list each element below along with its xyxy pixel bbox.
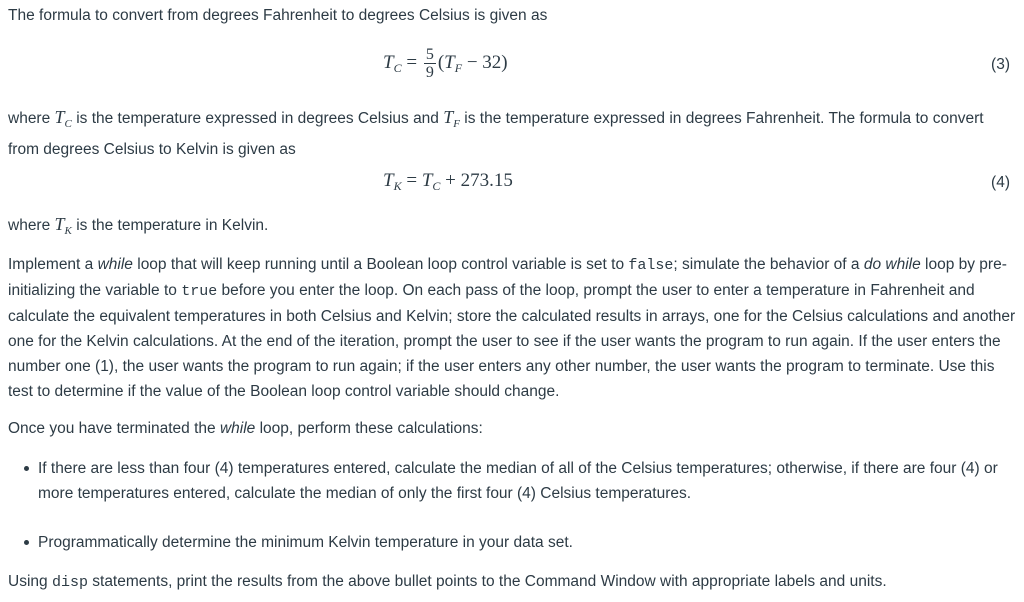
eq3-rhs-sub: F <box>454 60 463 75</box>
eq3-rhs-var: T <box>444 51 455 73</box>
implement-em-while: while <box>97 256 133 273</box>
code-disp: disp <box>51 574 88 591</box>
where2-text-1: where <box>8 217 55 234</box>
equation-4-formula <box>383 170 513 194</box>
where1-var-tf: $T_F$ <box>443 107 460 130</box>
where1-text-3: is the temperature expressed in degrees Fahrenheit. The formula to convert from degrees Celsius to Kelvin is given as <box>8 110 984 158</box>
eq4-rhs-var: T <box>421 170 433 191</box>
eq4-rhs-sub: C <box>432 179 441 193</box>
list-item-min-kelvin: Programmatically determine the minimum Kelvin temperature in your data set. <box>0 530 1010 555</box>
calculation-list-2 <box>0 530 1010 555</box>
eq3-equals: = <box>406 51 418 73</box>
eq4-lhs-var: T <box>383 170 394 191</box>
where-celsius-paragraph <box>8 105 998 162</box>
eq3-frac-den: 9 <box>425 64 434 81</box>
once-em-while: while <box>219 420 256 437</box>
code-false: false <box>628 257 674 274</box>
equation-4-number: (4) <box>991 174 1010 191</box>
where2-text-2: is the temperature in Kelvin. <box>71 217 269 234</box>
equation-3-formula <box>383 46 508 81</box>
where-kelvin-paragraph <box>8 212 1016 244</box>
code-true: true <box>181 283 218 300</box>
eq3-frac-num: 5 <box>425 46 434 63</box>
implement-em-do-while: do while <box>863 256 921 273</box>
implement-paragraph: Implement a while loop that will keep running until a Boolean loop control variable is set to false; simulate the behavior of a do while loop by pre-initializing the variable to true before you enter the loop. On each pass of the loop, prompt the user to enter a temperature in Fahrenheit and calculate the equivalent temperatures in both Celsius and Kelvin; store the calculated results in arrays, one for the Celsius calculations and another one for the Kelvin calculations. At the end of the iteration, prompt the user to see if the user wants the program to run again. If the user enters the number one (1), the user wants the program to run again; if the user enters any other number, the user wants the program to terminate. Use this test to determine if the value of the Boolean loop control variable should change. <box>8 256 1016 400</box>
list-item-median: If there are less than four (4) temperatures entered, calculate the median of all of the Celsius temperatures; otherwise, if there are four (4) or more temperatures entered, calculate the median of only the first four (4) Celsius temperatures. <box>0 456 1010 506</box>
intro-paragraph: The formula to convert from degrees Fahrenheit to degrees Celsius is given as <box>8 7 548 24</box>
where2-var-tk: $T_K$ <box>54 214 72 237</box>
where1-var-tc: $T_C$ <box>54 107 72 130</box>
using-paragraph: Using disp statements, print the results from the above bullet points to the Command Window with appropriate labels and units. <box>8 573 887 591</box>
eq3-lhs-sub: C <box>393 60 402 75</box>
once-paragraph: Once you have terminated the while loop, perform these calculations: <box>8 420 483 437</box>
equation-3-number: (3) <box>991 56 1010 73</box>
equation-3 <box>0 40 1024 92</box>
eq3-rhs-rest: − 32) <box>462 51 508 73</box>
eq4-equals: = <box>406 170 418 191</box>
eq4-rhs-rest: + 273.15 <box>440 170 513 191</box>
eq3-fraction <box>424 46 436 81</box>
calculation-list <box>0 456 1010 506</box>
eq4-lhs-sub: K <box>393 179 402 193</box>
equation-4 <box>0 170 1024 200</box>
where1-text-1: where <box>8 110 55 127</box>
eq3-open-paren: ( <box>437 51 445 73</box>
where1-text-2: is the temperature expressed in degrees Celsius and <box>71 110 444 127</box>
eq3-lhs-var: T <box>383 51 394 73</box>
